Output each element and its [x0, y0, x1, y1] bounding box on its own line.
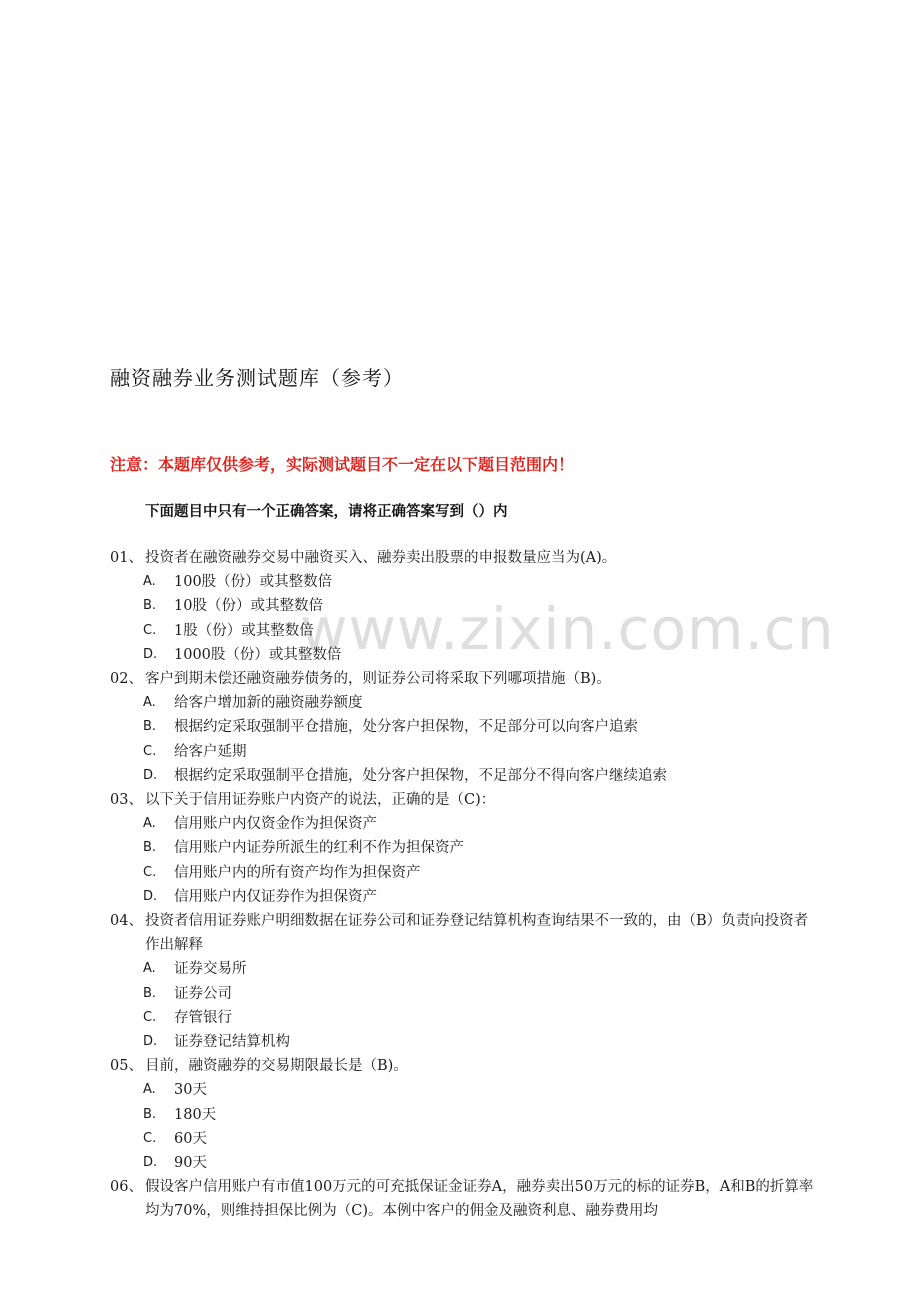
option-text: 10股（份）或其整数倍 — [174, 598, 323, 615]
answer-option — [110, 619, 822, 643]
answer-option — [110, 957, 822, 981]
notice-text: 注意：本题库仅供参考，实际测试题目不一定在以下题目范围内！ — [110, 455, 575, 474]
question-text: 目前，融资融券的交易期限最长是（B)。 — [145, 1058, 408, 1075]
option-letter: D. — [143, 1155, 158, 1171]
question-number: 02、 — [110, 671, 143, 688]
question-stem — [110, 667, 822, 691]
option-letter: D. — [143, 888, 158, 904]
option-letter: D. — [143, 646, 158, 662]
option-letter: D. — [143, 1034, 158, 1050]
question-stem — [110, 909, 822, 957]
question-stem — [110, 546, 822, 570]
answer-option — [110, 812, 822, 836]
answer-option — [110, 570, 822, 594]
question-item — [110, 1175, 822, 1223]
answer-option — [110, 836, 822, 860]
question-stem — [110, 1054, 822, 1078]
option-letter: C. — [143, 622, 157, 638]
answer-option — [110, 715, 822, 739]
option-letter: A. — [143, 816, 156, 832]
answer-option — [110, 982, 822, 1006]
option-text: 证券登记结算机构 — [174, 1034, 290, 1051]
option-text: 1000股（份）或其整数倍 — [174, 646, 342, 663]
answer-option — [110, 1103, 822, 1127]
option-text: 1股（份）或其整数倍 — [174, 622, 314, 639]
question-stem — [110, 788, 822, 812]
question-number: 03、 — [110, 792, 143, 809]
option-text: 90天 — [174, 1155, 207, 1172]
option-text: 100股（份）或其整数倍 — [174, 574, 333, 591]
option-letter: B. — [143, 598, 157, 614]
answer-option — [110, 1078, 822, 1102]
option-text: 30天 — [174, 1082, 207, 1099]
question-list — [110, 546, 822, 1224]
answer-option — [110, 1030, 822, 1054]
option-letter: B. — [143, 985, 157, 1001]
answer-option — [110, 1127, 822, 1151]
option-text: 存管银行 — [174, 1009, 232, 1026]
option-letter: A. — [143, 574, 156, 590]
answer-option — [110, 594, 822, 618]
question-text: 投资者信用证券账户明细数据在证券公司和证券登记结算机构查询结果不一致的，由（B）负责向投资者作出解释 — [145, 913, 809, 954]
option-letter: B. — [143, 840, 157, 856]
watermark: www.zixin.com.cn — [300, 595, 835, 663]
question-number: 05、 — [110, 1058, 143, 1075]
answer-option — [110, 643, 822, 667]
answer-option — [110, 740, 822, 764]
option-letter: B. — [143, 719, 157, 735]
option-text: 60天 — [174, 1130, 207, 1147]
option-text: 给客户延期 — [174, 743, 247, 760]
option-letter: D. — [143, 767, 158, 783]
document-title: 融资融券业务测试题库（参考） — [110, 366, 404, 390]
option-text: 根据约定采取强制平仓措施，处分客户担保物，不足部分不得向客户继续追索 — [174, 767, 667, 784]
option-letter: A. — [143, 695, 156, 711]
question-text: 投资者在融资融券交易中融资买入、融券卖出股票的申报数量应当为(A)。 — [145, 550, 617, 566]
answer-option — [110, 1006, 822, 1030]
question-item — [110, 909, 822, 1054]
question-text: 客户到期未偿还融资融券债务的，则证券公司将采取下列哪项措施（B)。 — [145, 671, 611, 688]
question-number: 01、 — [110, 550, 143, 566]
option-letter: C. — [143, 1130, 157, 1146]
option-text: 给客户增加新的融资融券额度 — [174, 695, 363, 712]
question-item — [110, 546, 822, 667]
option-letter: C. — [143, 864, 157, 880]
option-text: 证券公司 — [174, 985, 232, 1002]
option-letter: B. — [143, 1106, 157, 1122]
question-item — [110, 667, 822, 788]
instruction-text: 下面题目中只有一个正确答案，请将正确答案写到（）内 — [145, 504, 508, 520]
question-number: 04、 — [110, 913, 143, 930]
option-text: 信用账户内证券所派生的红利不作为担保资产 — [174, 840, 464, 857]
answer-option — [110, 691, 822, 715]
option-text: 根据约定采取强制平仓措施，处分客户担保物，不足部分可以向客户追索 — [174, 719, 638, 736]
option-text: 信用账户内的所有资产均作为担保资产 — [174, 864, 421, 881]
option-text: 180天 — [174, 1106, 217, 1123]
question-text: 假设客户信用账户有市值100万元的可充抵保证金证券A，融券卖出50万元的标的证券B，A和B的折算率均为70%，则维持担保比例为（C)。本例中客户的佣金及融资利息、融券费用均 — [145, 1179, 814, 1220]
question-number: 06、 — [110, 1179, 143, 1196]
option-letter: C. — [143, 743, 157, 759]
question-stem — [110, 1175, 822, 1223]
option-letter: C. — [143, 1009, 157, 1025]
answer-option — [110, 861, 822, 885]
answer-option — [110, 764, 822, 788]
option-text: 信用账户内仅证券作为担保资产 — [174, 888, 377, 905]
question-item — [110, 788, 822, 909]
option-letter: A. — [143, 961, 156, 977]
option-text: 信用账户内仅资金作为担保资产 — [174, 816, 377, 833]
question-text: 以下关于信用证券账户内资产的说法，正确的是（C)： — [145, 792, 496, 809]
option-text: 证券交易所 — [174, 961, 247, 978]
answer-option — [110, 1151, 822, 1175]
question-item — [110, 1054, 822, 1175]
option-letter: A. — [143, 1082, 156, 1098]
answer-option — [110, 885, 822, 909]
